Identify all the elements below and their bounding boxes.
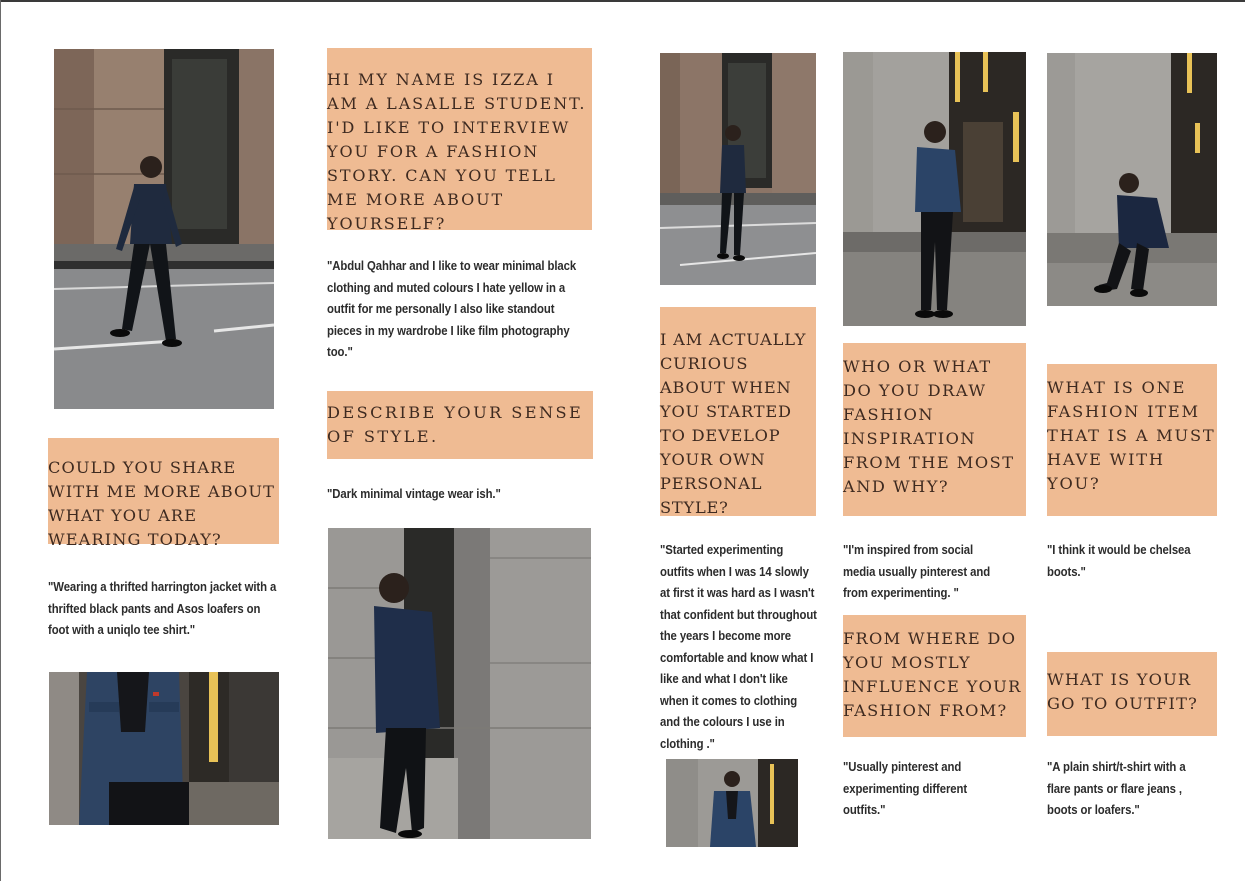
answer-intro: "Abdul Qahhar and I like to wear minimal black clothing and muted colours I hate yellow in a outfit for me personally I also like standout pieces in my wardrobe I like film photography too.": [327, 258, 577, 359]
question-box-inspiration: [843, 343, 1026, 516]
question-wearing: COULD YOU SHARE WITH ME MORE ABOUT WHAT YOU ARE WEARING TODAY?: [48, 458, 276, 549]
photo-jacket-detail: [49, 672, 279, 825]
answer-influence: "Usually pinterest and experimenting different outfits.": [843, 759, 968, 817]
question-must-have: WHAT IS ONE FASHION ITEM THAT IS A MUST HAVE WITH YOU?: [1047, 378, 1216, 493]
photo-standing-ledge: [843, 52, 1026, 326]
question-box-influence: [843, 615, 1026, 737]
question-intro: HI MY NAME IS IZZA I AM A LASALLE STUDENT. I'D LIKE TO INTERVIEW YOU FOR A FASHION STORY. CAN YOU TELL ME MORE ABOUT YOURSELF?: [327, 70, 587, 233]
photo-walking-street: [54, 49, 274, 409]
question-box-style: [327, 391, 593, 459]
photo-sitting: [1047, 53, 1217, 306]
page-top-edge: [0, 0, 1245, 2]
answer-style: "Dark minimal vintage wear ish.": [327, 486, 501, 501]
answer-wearing: "Wearing a thrifted harrington jacket with a thrifted black pants and Asos loafers on foot with a uniqlo tee shirt.": [48, 579, 277, 637]
question-style: DESCRIBE YOUR SENSE OF STYLE.: [327, 403, 584, 446]
question-box-go-to: [1047, 652, 1217, 736]
photo-portrait-granite: [328, 528, 591, 839]
question-inspiration: WHO OR WHAT DO YOU DRAW FASHION INSPIRATION FROM THE MOST AND WHY?: [843, 357, 1015, 496]
page-left-edge: [0, 0, 1, 881]
question-box-wearing: [48, 438, 279, 549]
question-box-curious: [660, 307, 816, 516]
question-box-must-have: [1047, 364, 1217, 516]
answer-curious: "Started experimenting outfits when I was 14 slowly at first it was hard as I wasn't that confident but throughout the years I become more comfortable and know what I like and what I don't like when it comes to clothing and the colours I use in clothing .": [660, 542, 817, 751]
question-go-to: WHAT IS YOUR GO TO OUTFIT?: [1047, 670, 1198, 713]
photo-walking-small: [660, 53, 816, 285]
photo-small-portrait: [666, 759, 798, 847]
question-curious: I AM ACTUALLY CURIOUS ABOUT WHEN YOU STARTED TO DEVELOP YOUR OWN PERSONAL STYLE?: [660, 330, 807, 517]
question-box-intro: [327, 48, 592, 233]
answer-inspiration: "I'm inspired from social media usually pinterest and from experimenting. ": [843, 542, 991, 600]
answer-must-have: "I think it would be chelsea boots.": [1047, 542, 1191, 579]
question-influence: FROM WHERE DO YOU MOSTLY INFLUENCE YOUR FASHION FROM?: [843, 629, 1022, 720]
answer-go-to: "A plain shirt/t-shirt with a flare pants or flare jeans , boots or loafers.": [1047, 759, 1186, 817]
